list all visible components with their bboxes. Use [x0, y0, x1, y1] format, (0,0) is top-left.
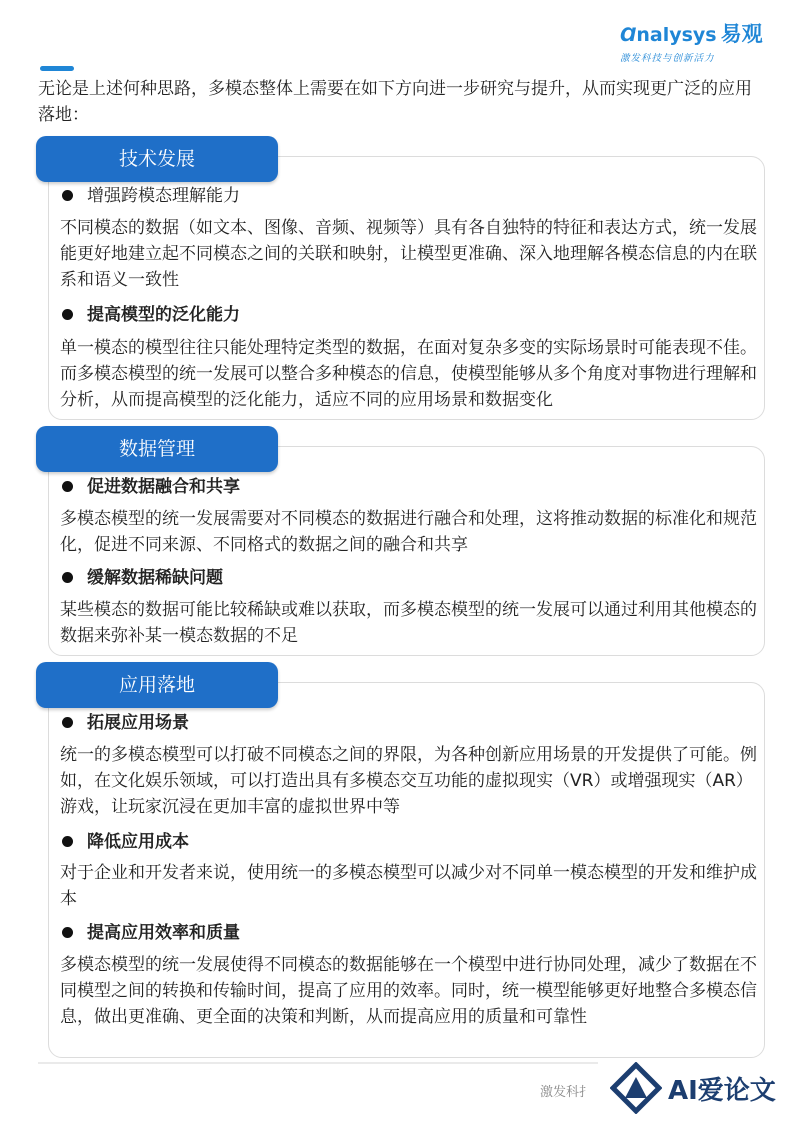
bullet-icon [62, 836, 73, 847]
section-data-title: 数据管理 [36, 426, 278, 472]
watermark [610, 1062, 785, 1114]
item-heading: 缓解数据稀缺问题 [87, 568, 223, 588]
section-app-title: 应用落地 [36, 662, 278, 708]
bullet-icon [62, 309, 73, 320]
watermark-logo-icon [610, 1062, 662, 1114]
item-heading: 降低应用成本 [87, 832, 189, 852]
footer-text: 激发科扌 [540, 1085, 593, 1100]
list-item-body [60, 506, 760, 558]
bullet-icon [62, 190, 73, 201]
bullet-icon [62, 572, 73, 583]
section-tech-title: 技术发展 [36, 136, 278, 182]
analysys-logo [620, 18, 780, 68]
footer-divider [38, 1062, 598, 1064]
item-heading: 提高应用效率和质量 [87, 923, 240, 943]
item-body: 某些模态的数据可能比较稀缺或难以获取，而多模态模型的统一发展可以通过利用其他模态的数据来弥补某一模态数据的不足 [60, 600, 757, 646]
logo-brand-cn: 易观 [720, 22, 763, 46]
bullet-icon [62, 927, 73, 938]
intro-paragraph: 无论是上述何种思路，多模态整体上需要在如下方向进一步研究与提升，从而实现更广泛的应用落地： [38, 79, 752, 125]
list-item-body [60, 742, 760, 820]
logo-a-glyph: Ɑ [620, 24, 637, 46]
item-body: 多模态模型的统一发展需要对不同模态的数据进行融合和处理，这将推动数据的标准化和规范化，促进不同来源、不同格式的数据之间的融合和共享 [60, 509, 757, 555]
item-body: 统一的多模态模型可以打破不同模态之间的界限，为各种创新应用场景的开发提供了可能。例如，在文化娱乐领域，可以打造出具有多模态交互功能的虚拟现实（VR）或增强现实（AR）游戏，让玩家沉浸在更加丰富的虚拟世界中等 [60, 745, 757, 817]
watermark-text: AI爱论文 [668, 1076, 776, 1106]
item-body: 对于企业和开发者来说，使用统一的多模态模型可以减少对不同单一模态模型的开发和维护成本 [60, 863, 757, 909]
list-item-body [60, 335, 760, 413]
list-item [58, 302, 758, 328]
list-item-body [60, 860, 760, 912]
list-item-body [60, 952, 760, 1030]
bullet-icon [62, 481, 73, 492]
list-item [58, 183, 758, 209]
list-item [58, 474, 758, 500]
logo-brand-text: nalysys [636, 24, 717, 46]
item-heading: 提高模型的泛化能力 [87, 305, 240, 325]
item-heading: 增强跨模态理解能力 [87, 186, 240, 206]
item-heading: 拓展应用场景 [87, 713, 189, 733]
list-item [58, 710, 758, 736]
item-heading: 促进数据融合和共享 [87, 477, 240, 497]
bullet-icon [62, 717, 73, 728]
list-item-body [60, 597, 760, 649]
list-item [58, 565, 758, 591]
list-item-body [60, 215, 760, 293]
list-item [58, 920, 758, 946]
item-body: 不同模态的数据（如文本、图像、音频、视频等）具有各自独特的特征和表达方式，统一发展能更好地建立起不同模态之间的关联和映射，让模型更准确、深入地理解各模态信息的内在联系和语义一致性 [60, 218, 757, 290]
accent-bar [40, 66, 74, 71]
logo-tagline: 激发科技与创新活力 [620, 53, 715, 64]
list-item [58, 829, 758, 855]
item-body: 多模态模型的统一发展使得不同模态的数据能够在一个模型中进行协同处理，减少了数据在不同模型之间的转换和传输时间，提高了应用的效率。同时，统一模型能够更好地整合多模态信息，做出更准确、更全面的决策和判断，从而提高应用的质量和可靠性 [60, 955, 757, 1027]
item-body: 单一模态的模型往往只能处理特定类型的数据，在面对复杂多变的实际场景时可能表现不佳。而多模态模型的统一发展可以整合多种模态的信息，使模型能够从多个角度对事物进行理解和分析，从而提高模型的泛化能力，适应不同的应用场景和数据变化 [60, 338, 757, 410]
